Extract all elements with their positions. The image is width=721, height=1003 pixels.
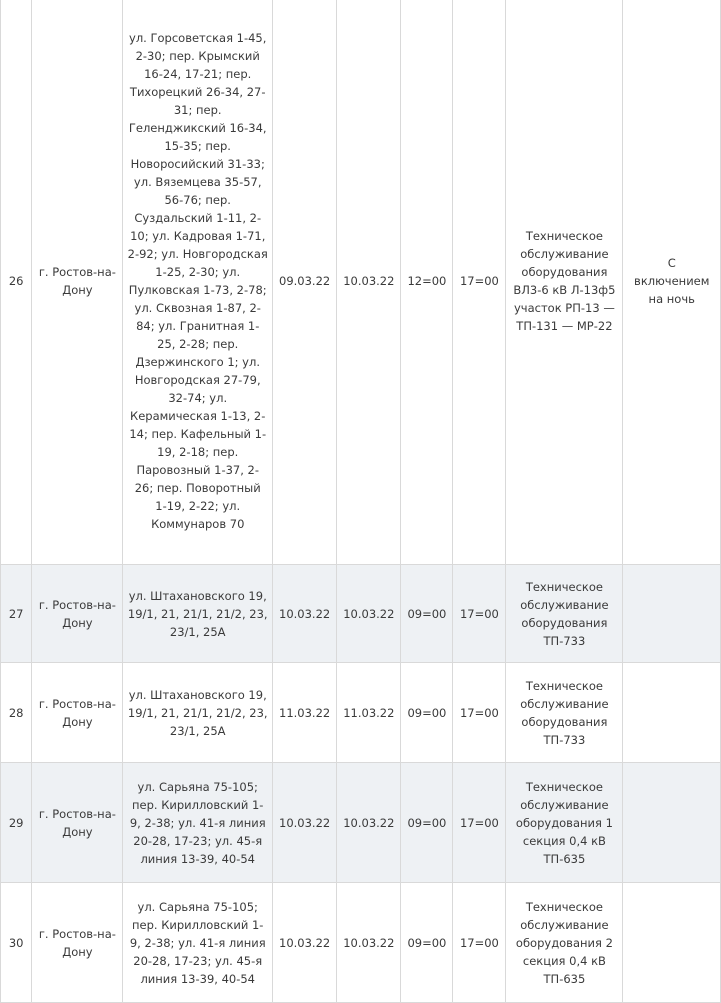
time-start-cell: 12=00: [401, 0, 453, 565]
work-description-cell: Техническое обслуживание оборудования 1 секция 0,4 кВ ТП-635: [506, 763, 623, 883]
row-number: 26: [1, 0, 32, 565]
row-number: 28: [1, 663, 32, 763]
city-cell: г. Ростов-на-Дону: [32, 565, 123, 663]
address-cell: ул. Штахановского 19, 19/1, 21, 21/1, 21/2, 23, 23/1, 25А: [123, 663, 273, 763]
time-end-cell: 17=00: [453, 565, 506, 663]
city-cell: г. Ростов-на-Дону: [32, 883, 123, 1003]
city-cell: г. Ростов-на-Дону: [32, 763, 123, 883]
note-cell: [623, 663, 721, 763]
row-number: 27: [1, 565, 32, 663]
date-start-cell: 10.03.22: [273, 565, 337, 663]
date-start-cell: 09.03.22: [273, 0, 337, 565]
time-end-cell: 17=00: [453, 763, 506, 883]
date-start-cell: 11.03.22: [273, 663, 337, 763]
city-cell: г. Ростов-на-Дону: [32, 0, 123, 565]
time-start-cell: 09=00: [401, 763, 453, 883]
time-end-cell: 17=00: [453, 0, 506, 565]
note-cell: [623, 565, 721, 663]
date-end-cell: 10.03.22: [337, 565, 401, 663]
date-end-cell: 10.03.22: [337, 0, 401, 565]
table-row: [1, 663, 721, 763]
time-start-cell: 09=00: [401, 565, 453, 663]
note-cell: [623, 883, 721, 1003]
date-end-cell: 11.03.22: [337, 663, 401, 763]
address-cell: ул. Сарьяна 75-105; пер. Кирилловский 1-9, 2-38; ул. 41-я линия 20-28, 17-23; ул. 45-я линия 13-39, 40-54: [123, 883, 273, 1003]
work-description-cell: Техническое обслуживание оборудования ТП-733: [506, 663, 623, 763]
address-cell: ул. Горсоветская 1-45, 2-30; пер. Крымский 16-24, 17-21; пер. Тихорецкий 26-34, 27-31; пер. Геленджикский 16-34, 15-35; пер. Новоросийский 31-33; ул. Вяземцева 35-57, 56-76; пер. Суздальский 1-11, 2-10; ул. Кадровая 1-71, 2-92; ул. Новгородская 1-25, 2-30; ул. Пулковская 1-73, 2-78; ул. Сквозная 1-87, 2-84; ул. Гранитная 1-25, 2-28; пер. Дзержинского 1; ул. Новгородская 27-79, 32-74; ул. Керамическая 1-13, 2-14; пер. Кафельный 1-19, 2-18; пер. Паровозный 1-37, 2-26; пер. Поворотный 1-19, 2-22; ул. Коммунаров 70: [123, 0, 273, 565]
work-description-cell: Техническое обслуживание оборудования ВЛ3-6 кВ Л-13ф5 участок РП-13 — ТП-131 — МР-22: [506, 0, 623, 565]
date-end-cell: 10.03.22: [337, 763, 401, 883]
city-cell: г. Ростов-на-Дону: [32, 663, 123, 763]
address-cell: ул. Сарьяна 75-105; пер. Кирилловский 1-9, 2-38; ул. 41-я линия 20-28, 17-23; ул. 45-я линия 13-39, 40-54: [123, 763, 273, 883]
time-end-cell: 17=00: [453, 883, 506, 1003]
table-row: [1, 763, 721, 883]
time-start-cell: 09=00: [401, 883, 453, 1003]
time-end-cell: 17=00: [453, 663, 506, 763]
time-start-cell: 09=00: [401, 663, 453, 763]
date-end-cell: 10.03.22: [337, 883, 401, 1003]
address-cell: ул. Штахановского 19, 19/1, 21, 21/1, 21/2, 23, 23/1, 25А: [123, 565, 273, 663]
row-number: 29: [1, 763, 32, 883]
table-row: [1, 0, 721, 565]
date-start-cell: 10.03.22: [273, 883, 337, 1003]
row-number: 30: [1, 883, 32, 1003]
table-row: [1, 565, 721, 663]
note-cell: [623, 763, 721, 883]
table-row: [1, 883, 721, 1003]
work-description-cell: Техническое обслуживание оборудования ТП-733: [506, 565, 623, 663]
note-cell: С включением на ночь: [623, 0, 721, 565]
work-description-cell: Техническое обслуживание оборудования 2 секция 0,4 кВ ТП-635: [506, 883, 623, 1003]
date-start-cell: 10.03.22: [273, 763, 337, 883]
